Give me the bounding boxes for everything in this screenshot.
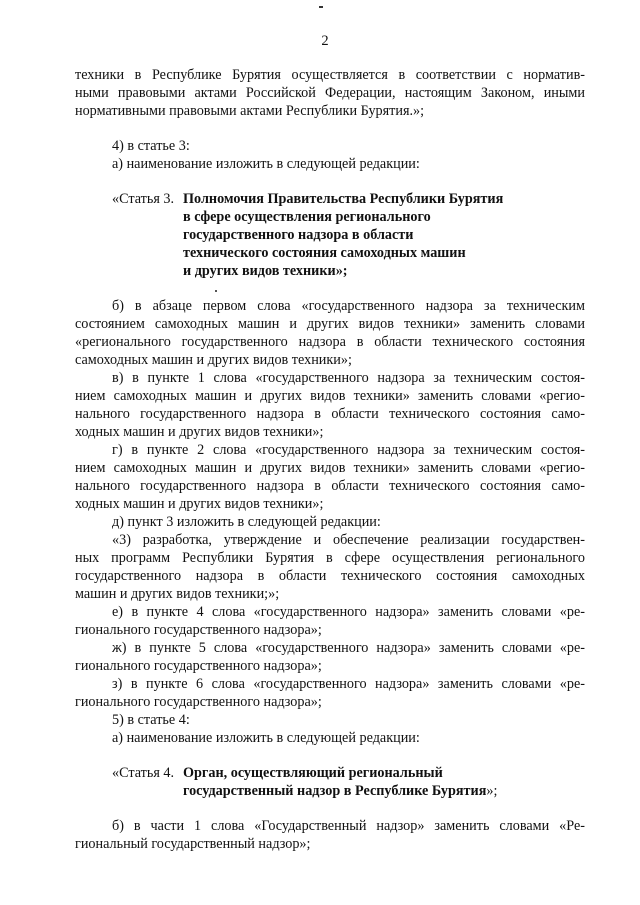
- article-3-prefix: «Статья 3.: [112, 191, 175, 207]
- text-line: состоянием самоходных машин и других видов техники» заменить словами: [75, 316, 585, 332]
- text-line: 5) в статье 4:: [112, 712, 190, 728]
- text-line: нального государственного надзора в области технического состояния само-: [75, 406, 585, 422]
- text-line: д) пункт 3 изложить в следующей редакции:: [112, 514, 381, 530]
- text-line: ными правовыми актами Российской Федерации, настоящим Законом, иными: [75, 85, 585, 101]
- text-line: гиональный государственный надзор»;: [75, 836, 311, 852]
- scan-speck: [215, 290, 217, 292]
- text-line: нием самоходных машин и других видов техники» заменить словами «регио-: [75, 388, 585, 404]
- article-3-title: и других видов техники»;: [183, 263, 348, 279]
- text-line: машин и других видов техники;»;: [75, 586, 280, 602]
- article-3-title: технического состояния самоходных машин: [183, 245, 466, 261]
- text-line: «3) разработка, утверждение и обеспечение реализации государствен-: [112, 532, 585, 548]
- text-line: техники в Республике Бурятия осуществляется в соответствии с норматив-: [75, 67, 585, 83]
- text-line: гионального государственного надзора»;: [75, 694, 322, 710]
- text-line: а) наименование изложить в следующей редакции:: [112, 730, 420, 746]
- text-line: ходных машин и других видов техники»;: [75, 496, 324, 512]
- text-line: з) в пункте 6 слова «государственного надзора» заменить словами «ре-: [112, 676, 585, 692]
- article-4-title-text: государственный надзор в Республике Бурятия: [183, 783, 487, 799]
- text-line: 4) в статье 3:: [112, 138, 190, 154]
- text-line: а) наименование изложить в следующей редакции:: [112, 156, 420, 172]
- article-4-title: [183, 782, 497, 800]
- article-4-title-tail: »;: [486, 783, 498, 799]
- text-line: ж) в пункте 5 слова «государственного надзора» заменить словами «ре-: [112, 640, 585, 656]
- text-line: нормативными правовыми актами Республики Бурятия.»;: [75, 103, 425, 119]
- text-line: гионального государственного надзора»;: [75, 658, 322, 674]
- scan-mark: [319, 6, 323, 8]
- text-line: нием самоходных машин и других видов техники» заменить словами «регио-: [75, 460, 585, 476]
- text-line: гионального государственного надзора»;: [75, 622, 322, 638]
- article-4-prefix: «Статья 4.: [112, 765, 175, 781]
- text-line: «регионального государственного надзора в области технического состояния: [75, 334, 585, 350]
- text-line: е) в пункте 4 слова «государственного надзора» заменить словами «ре-: [112, 604, 585, 620]
- text-line: ных программ Республики Бурятия в сфере осуществления регионального: [75, 550, 585, 566]
- article-3-title: в сфере осуществления регионального: [183, 209, 431, 225]
- text-line: ходных машин и других видов техники»;: [75, 424, 324, 440]
- text-line: б) в абзаце первом слова «государственного надзора за техническим: [112, 298, 585, 314]
- text-line: б) в части 1 слова «Государственный надзор» заменить словами «Ре-: [112, 818, 585, 834]
- article-4-title: Орган, осуществляющий региональный: [183, 765, 443, 781]
- text-line: в) в пункте 1 слова «государственного надзора за техническим состоя-: [112, 370, 585, 386]
- text-line: нального государственного надзора в области технического состояния само-: [75, 478, 585, 494]
- text-line: самоходных машин и других видов техники»;: [75, 352, 352, 368]
- article-3-title: государственного надзора в области: [183, 227, 414, 243]
- text-line: государственного надзора в области технического состояния самоходных: [75, 568, 585, 584]
- article-3-title: Полномочия Правительства Республики Бурятия: [183, 191, 504, 207]
- page-number: 2: [321, 33, 329, 49]
- text-line: г) в пункте 2 слова «государственного надзора за техническим состоя-: [112, 442, 585, 458]
